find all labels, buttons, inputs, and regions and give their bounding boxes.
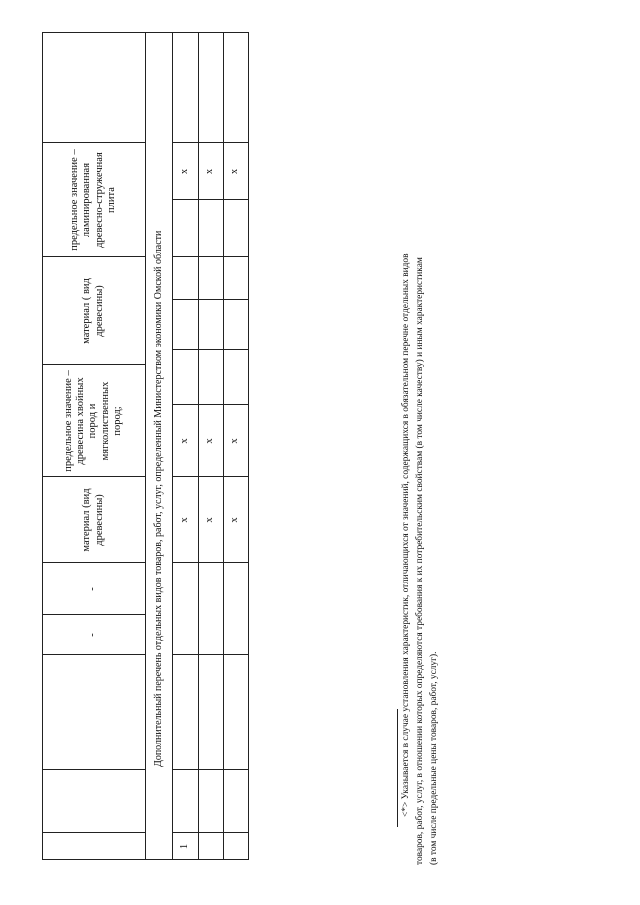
row2-mark-material-1: x bbox=[204, 517, 216, 523]
footnote-line-3: (в том числе предельные цены товаров, работ, услуг). bbox=[429, 651, 439, 865]
table-line-header-bottom bbox=[145, 32, 146, 860]
table-border-bottom bbox=[248, 32, 249, 860]
table-col-line bbox=[172, 349, 248, 350]
row2-mark-limit-2: x bbox=[204, 168, 216, 175]
table-col-line bbox=[172, 256, 248, 257]
table-border-right bbox=[42, 32, 249, 33]
footnote-line-1: <*> Указывается в случае установления характеристик, отличающихся от значений, содержащихся в обязательном перечне отдельных видов bbox=[401, 253, 411, 817]
header-cell-material-2: материал ( вид древесины) bbox=[81, 278, 105, 344]
row3-mark-limit-1: x bbox=[229, 438, 241, 444]
additional-list-label: Дополнительный перечень отдельных видов товаров, работ, услуг, определенный Министерством экономики Омской области bbox=[153, 230, 164, 767]
table-col-line bbox=[172, 299, 248, 300]
table-border-left bbox=[42, 859, 249, 860]
row1-mark-limit-2: x bbox=[178, 168, 190, 175]
table-col-line bbox=[172, 654, 248, 655]
row-number: 1 bbox=[178, 843, 190, 850]
row2-mark-limit-1: x bbox=[204, 438, 216, 444]
table-col-line bbox=[42, 769, 145, 770]
footnote-line-2: товаров, работ, услуг, в отношении которых определяются требования к их потребительским свойствам (в том числе качеству) и иным характеристикам bbox=[415, 257, 425, 865]
row1-mark-material-1: x bbox=[178, 517, 190, 523]
row3-mark-limit-2: x bbox=[229, 168, 241, 175]
header-cell-material-1: материал (вид древесины) bbox=[81, 488, 105, 552]
row3-mark-material-1: x bbox=[229, 517, 241, 523]
header-cell-limit-2: предельное значение – ламинированная древесно-стружечная плита bbox=[69, 149, 117, 251]
footnote-separator bbox=[397, 709, 398, 827]
row1-mark-limit-1: x bbox=[178, 438, 190, 444]
header-cell-dash-1: - bbox=[87, 633, 99, 637]
header-cell-limit-1: предельное значение – древесина хвойных пород и мягколиственных пород; bbox=[63, 370, 123, 472]
table-col-line bbox=[42, 832, 145, 833]
header-cell-dash-2: - bbox=[87, 587, 99, 591]
table-col-line bbox=[172, 769, 248, 770]
